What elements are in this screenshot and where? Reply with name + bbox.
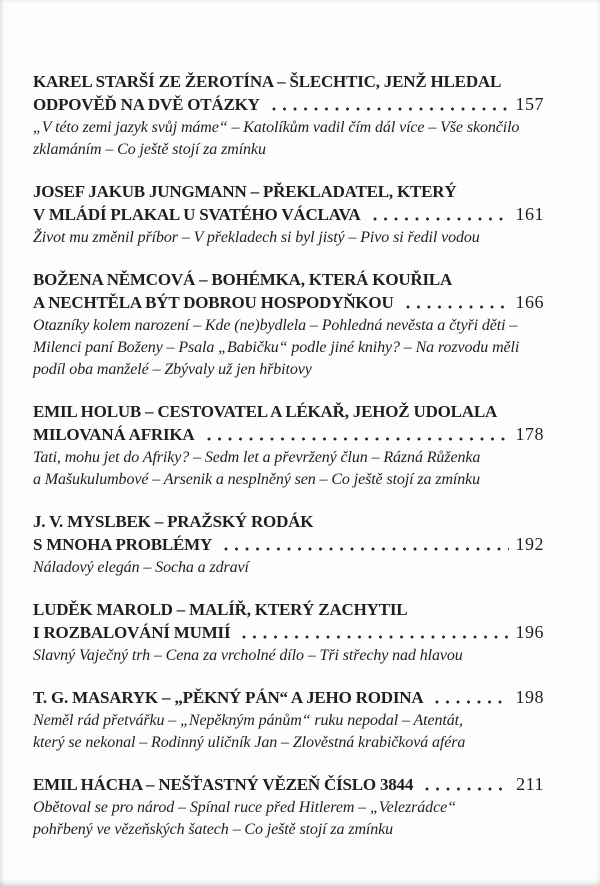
entry-title-line: KAREL STARŠÍ ZE ŽEROTÍNA – ŠLECHTIC, JENŽ HLEDAL — [33, 72, 502, 91]
entry-title-line: JOSEF JAKUB JUNGMANN – PŘEKLADATEL, KTERÝ — [33, 182, 457, 201]
subtitle-line: Tati, mohu jet do Afriky? – Sedm let a převržený člun – Rázná Růženka — [33, 449, 481, 466]
subtitle-line: který se nekonal – Rodinný uličník Jan – Zlověstná krabičková aféra — [33, 734, 466, 751]
subtitle-line: podíl oba manželé – Zbývaly už jen hřbitovy — [33, 361, 312, 378]
entry-page-number: 161 — [515, 204, 544, 224]
toc-entry — [33, 400, 544, 491]
subtitle-line: Neměl rád přetvářku – „Nepěkným pánům“ ruku nepodal – Atentát, — [33, 712, 463, 729]
toc-entry — [33, 598, 544, 667]
entry-title-line: J. V. MYSLBEK – PRAŽSKÝ RODÁK — [33, 512, 314, 531]
entry-title-line: A NECHTĚLA BÝT DOBROU HOSPODYŇKOU — [33, 293, 394, 312]
entry-title-row — [33, 773, 544, 796]
entry-subtitle — [33, 710, 544, 754]
entry-title-line: S MNOHA PROBLÉMY — [33, 535, 213, 554]
entry-title-row — [33, 203, 544, 226]
subtitle-line: „V této zemi jazyk svůj máme“ – Katolíkům vadil čím dál více – Vše skončilo — [33, 119, 520, 136]
dot-leader — [404, 291, 509, 314]
entry-title-line: LUDĚK MAROLD – MALÍŘ, KTERÝ ZACHYTIL — [33, 600, 408, 619]
subtitle-line: zklamáním – Co ještě stojí za zmínku — [33, 141, 266, 158]
entry-title-row — [33, 686, 544, 709]
toc-entry — [33, 686, 544, 754]
entry-title-line: MILOVANÁ AFRIKA — [33, 425, 195, 444]
entry-title-line: EMIL HÁCHA – NEŠŤASTNÝ VĚZEŇ ČÍSLO 3844 — [33, 775, 414, 794]
subtitle-line: Milenci paní Boženy – Psala „Babičku“ podle jiné knihy? – Na rozvodu měli — [33, 339, 520, 356]
entry-subtitle — [33, 227, 544, 249]
subtitle-line: a Mašukulumbové – Arsenik a nesplněný sen – Co ještě stojí za zmínku — [33, 471, 481, 488]
entry-page-number: 196 — [515, 622, 544, 642]
entry-title-line: ODPOVĚĎ NA DVĚ OTÁZKY — [33, 95, 260, 114]
subtitle-line: Život mu změnil příbor – V překladech si byl jistý – Pivo si ředil vodou — [33, 229, 480, 246]
toc-entry — [33, 773, 544, 841]
subtitle-line: Náladový elegán – Socha a zdraví — [33, 559, 249, 576]
entry-subtitle — [33, 645, 544, 667]
subtitle-line: Obětoval se pro národ – Spínal ruce před Hitlerem – „Velezrádce“ — [33, 799, 456, 816]
entry-subtitle — [33, 447, 544, 491]
subtitle-line: Otazníky kolem narození – Kde (ne)bydlela – Pohledná nevěsta a čtyři děti – — [33, 317, 518, 334]
entry-title-row — [33, 621, 544, 644]
entry-title-line: BOŽENA NĚMCOVÁ – BOHÉMKA, KTERÁ KOUŘILA — [33, 270, 453, 289]
entry-page-number: 211 — [516, 774, 544, 794]
entry-subtitle — [33, 557, 544, 579]
dot-leader — [222, 533, 508, 556]
subtitle-line: pohřbený ve vězeňských šatech – Co ještě stojí za zmínku — [33, 821, 394, 838]
subtitle-line: Slavný Vaječný trh – Cena za vrcholné dílo – Tři střechy nad hlavou — [33, 647, 463, 664]
toc-entry — [33, 180, 544, 249]
entry-title-line: I ROZBALOVÁNÍ MUMIÍ — [33, 623, 231, 642]
entry-page-number: 198 — [515, 687, 544, 707]
entry-title-row — [33, 533, 544, 556]
entry-subtitle — [33, 797, 544, 841]
dot-leader — [423, 773, 509, 796]
entry-title-line: V MLÁDÍ PLAKAL U SVATÉHO VÁCLAVA — [33, 205, 361, 224]
dot-leader — [240, 621, 508, 644]
entry-title-row — [33, 93, 544, 116]
dot-leader — [371, 203, 509, 226]
entry-title-row — [33, 423, 544, 446]
entry-subtitle — [33, 315, 544, 381]
entry-subtitle — [33, 117, 544, 161]
toc-entry — [33, 70, 544, 161]
entry-title-line: T. G. MASARYK – „PĚKNÝ PÁN“ A JEHO RODINA — [33, 688, 424, 707]
entry-page-number: 192 — [515, 534, 544, 554]
toc-entry — [33, 510, 544, 579]
entry-page-number: 157 — [515, 94, 544, 114]
dot-leader — [433, 686, 508, 709]
entry-title-line: EMIL HOLUB – CESTOVATEL A LÉKAŘ, JEHOŽ UDOLALA — [33, 402, 498, 421]
entry-page-number: 166 — [515, 292, 544, 312]
dot-leader — [205, 423, 509, 446]
toc-entry — [33, 268, 544, 381]
dot-leader — [270, 93, 509, 116]
entry-page-number: 178 — [515, 424, 544, 444]
entry-title-row — [33, 291, 544, 314]
